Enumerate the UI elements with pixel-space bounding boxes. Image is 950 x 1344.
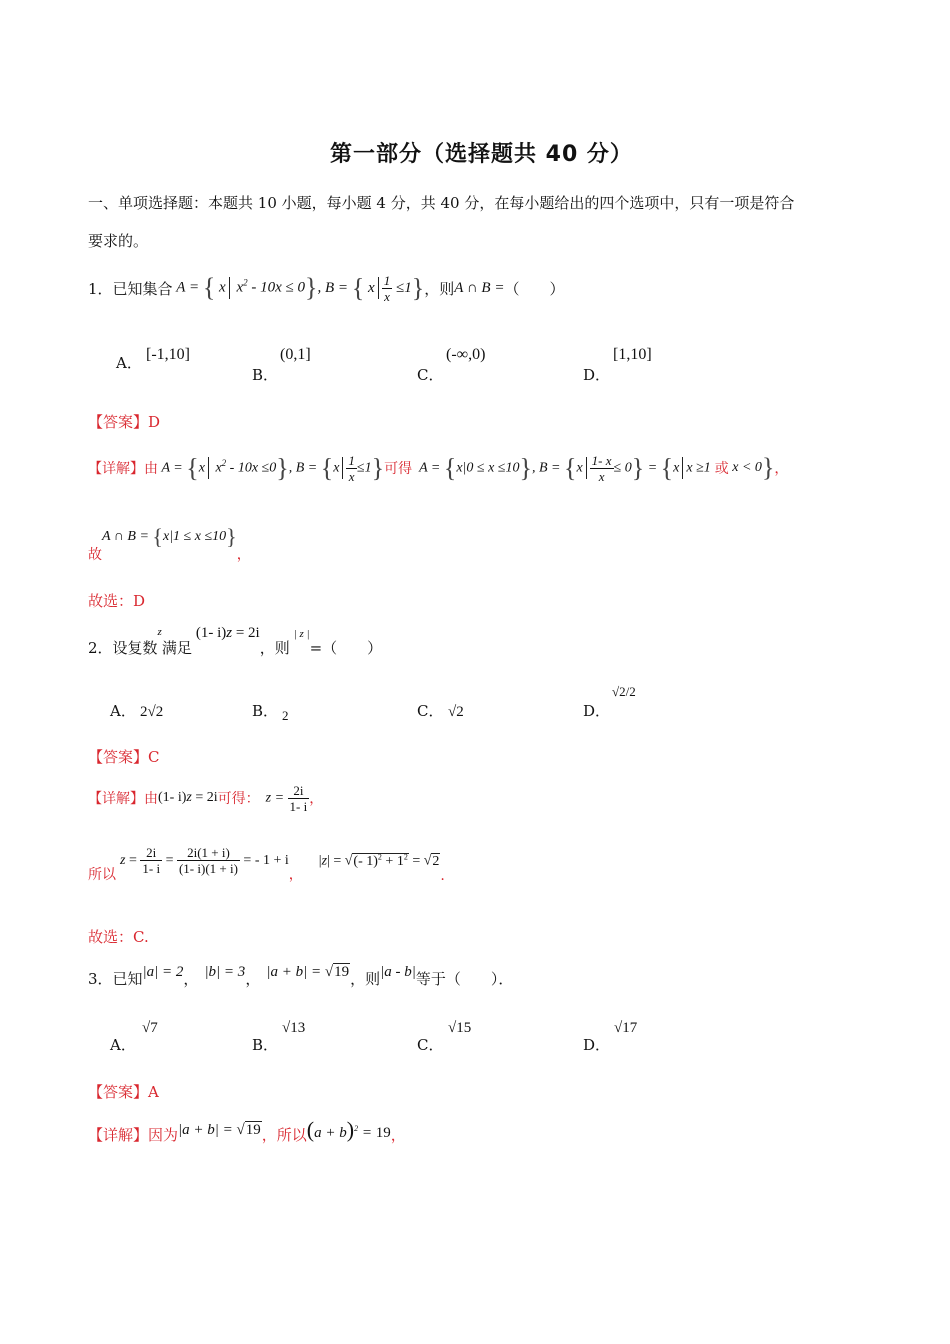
q3-option-b-label: B． — [252, 1036, 279, 1054]
q3-answer — [88, 1081, 159, 1102]
q3-option-d-label: D． — [583, 1036, 611, 1054]
q1-option-c — [417, 364, 443, 385]
q3-abs-b: |b| = 3 — [204, 963, 246, 980]
question-2 — [88, 618, 382, 658]
q2-detail-eq: (1- i)z = 2i — [158, 790, 218, 805]
q2-option-d-label: D． — [583, 702, 611, 720]
q2-detail-you: 由 — [144, 791, 158, 807]
q2-derivation — [88, 832, 445, 884]
q2-choose: 故选：C. — [88, 928, 149, 946]
q3-option-c-label: C． — [417, 1036, 444, 1054]
q1-result: A ∩ B = {x|1 ≤ x ≤10} — [102, 524, 237, 549]
q2-answer-label: 【答案】 — [88, 748, 149, 766]
q2-detail-z: z = $\frac{2i}{1- i}$ — [265, 782, 308, 814]
q3-detail-comma: ， — [390, 1125, 406, 1144]
q1-option-a-label: A． — [116, 354, 142, 372]
q1-detail-comma: ， — [774, 461, 789, 477]
q2-option-d-value: √2/2 — [612, 684, 636, 699]
q1-detail-neg: x < 0} — [728, 453, 775, 482]
q2-option-c-value: √2 — [448, 704, 464, 720]
q1-set-a: A = { x $x^2 - 10x \le 0$}, — [172, 273, 322, 302]
q3-option-b-value: √13 — [282, 1020, 306, 1036]
q1-gu: 故 — [88, 547, 102, 563]
q1-option-d — [583, 364, 610, 385]
q2-derivation-eq: z = $\frac{2i}{1- i}$ = $\frac{2i(1 + i)}{(1- i)(1 + i)}$ = - 1 + i — [120, 845, 289, 876]
q2-option-a-label: A． — [110, 702, 136, 720]
q3-prefix: 3．已知 — [88, 969, 143, 988]
page-title: 第一部分（选择题共 40 分） — [330, 142, 633, 167]
q1-option-d-value: [1,10] — [613, 346, 652, 363]
q3-option-a-label: A． — [110, 1036, 136, 1054]
q1-detail-label: 【详解】 — [88, 461, 144, 477]
q2-answer-value: C — [148, 748, 160, 766]
q2-then: ，则 — [259, 639, 290, 657]
q3-abs-a: |a| = 2 — [142, 963, 184, 980]
q2-detail — [88, 778, 323, 818]
q2-abs-z: | z | — [293, 628, 310, 640]
q1-detail-set-a: A = {x $x^2 - 10x \le 0$}, B = {x $\frac{1}{x}$ ≤1} — [158, 452, 385, 484]
q1-suffix: ，则 — [424, 279, 455, 298]
q2-option-b-value: 2 — [282, 708, 289, 723]
q1-conclusion — [88, 524, 251, 564]
q3-detail-suoyi: ，所以 — [261, 1125, 307, 1144]
q1-option-d-label: D． — [583, 366, 611, 384]
q1-option-b — [252, 364, 278, 385]
q2-option-b-label: B． — [252, 702, 279, 720]
section-intro-line1: 一、单项选择题：本题共 10 小题，每小题 4 分，共 40 分，在每小题给出的四个选项中，只有一项是符合 — [88, 194, 795, 212]
q3-detail — [88, 1114, 406, 1154]
q1-tail: （ ） — [504, 279, 565, 298]
q1-set-b: B = { x $\frac{1}{x}$ ≤1} — [321, 272, 425, 304]
q2-detail-label: 【详解】 — [88, 791, 144, 807]
q3-detail-label: 【详解】 — [88, 1125, 149, 1144]
q2-detail-comma: ， — [309, 791, 324, 807]
q2-suoyi: 所以 — [88, 867, 116, 883]
q3-then: ，则 — [350, 969, 381, 988]
question-3 — [88, 958, 513, 998]
q2-derivation-comma: ， — [288, 867, 303, 883]
q3-option-a-value: √7 — [142, 1020, 158, 1036]
q1-option-a — [116, 352, 142, 373]
q2-mid: 满足 — [161, 639, 192, 657]
q3-detail-square: $(a + b)^2 = 19$ — [306, 1117, 391, 1142]
q3-option-c-value: √15 — [448, 1020, 472, 1036]
q3-sep2: ， — [245, 969, 261, 988]
q1-answer — [88, 411, 160, 432]
q1-answer-value: D — [148, 413, 161, 431]
q1-option-c-label: C． — [417, 366, 444, 384]
q1-intersection: A ∩ B = — [454, 279, 505, 296]
q2-prefix: 2．设复数 — [88, 639, 158, 657]
q2-eq: =（ ） — [309, 639, 383, 657]
q2-var-z: z — [157, 626, 162, 638]
q2-option-a-value: 2√2 — [140, 704, 164, 720]
q3-dengyu: 等于（ ）． — [415, 969, 514, 988]
q1-option-b-value: (0,1] — [280, 346, 311, 363]
q1-answer-label: 【答案】 — [88, 413, 149, 431]
q3-answer-value: A — [148, 1083, 159, 1101]
q2-modulus: |z| = √(- $1)^2 + 1^2 = √2$ — [318, 852, 440, 869]
q1-detail-huo: 或 — [714, 461, 729, 477]
q1-detail-you: 由 — [144, 461, 158, 477]
section-intro-line2: 要求的。 — [88, 232, 149, 250]
q3-abs-a-plus-b: |a + b| = √19 — [266, 963, 350, 980]
q1-prefix: 1．已知集合 — [88, 279, 173, 298]
q1-gu-comma: ， — [236, 547, 251, 563]
question-1 — [88, 268, 564, 308]
q2-period: . — [440, 868, 445, 884]
q3-detail-yinwei: 因为 — [148, 1125, 179, 1144]
q1-option-c-value: (-∞,0) — [446, 346, 486, 363]
q3-option-d-value: √17 — [614, 1020, 638, 1036]
q2-detail-kede: 可得： — [217, 791, 260, 807]
q1-choose: 故选：D — [88, 592, 146, 610]
q1-option-b-label: B． — [252, 366, 279, 384]
q3-detail-abs: |a + b| = √19 — [178, 1121, 261, 1138]
q2-equation: (1- i)z = 2i — [195, 625, 260, 641]
q1-detail-kede: 可得 — [384, 461, 413, 477]
q3-sep1: ， — [183, 969, 199, 988]
q2-answer — [88, 746, 160, 767]
q3-answer-label: 【答案】 — [88, 1083, 149, 1101]
q2-option-c-label: C． — [417, 702, 444, 720]
q1-detail — [88, 446, 788, 490]
q1-option-a-value: [-1,10] — [146, 346, 190, 363]
q1-detail-set-a2: A = {x|0 ≤ x ≤10}, B = {x $\frac{1- x}{x}$ ≤ 0} = {x x ≥1 — [412, 452, 711, 484]
q3-abs-a-minus-b: |a - b| — [380, 963, 416, 980]
